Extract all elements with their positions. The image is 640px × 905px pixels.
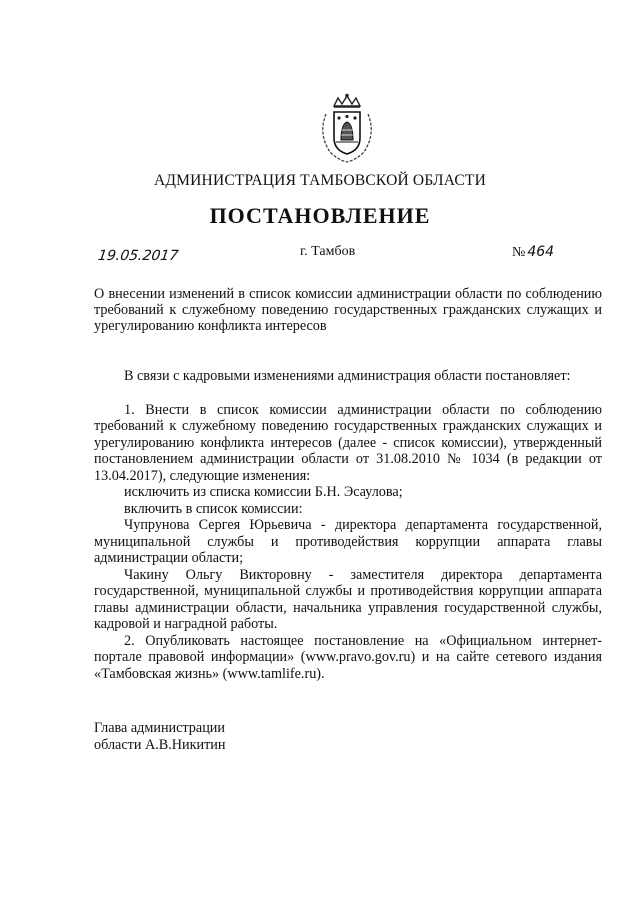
document-type-title: ПОСТАНОВЛЕНИЕ — [209, 203, 431, 228]
include-paragraph: включить в список комиссии: — [124, 500, 303, 517]
tambov-coat-of-arms-icon — [312, 92, 382, 164]
signature-name: области А.В.Никитин — [94, 736, 226, 753]
item-2-paragraph: 2. Опубликовать настоящее постановление на «Официальном интернет-портале правовой информации» (www.pravo.gov.ru) и на сайте сетевого издания «Тамбовская жизнь» (www.tamlife.ru). — [94, 632, 602, 682]
exclude-paragraph: исключить из списка комиссии Б.Н. Эсаулова; — [124, 484, 403, 500]
member-2-paragraph: Чакину Ольгу Викторовну - заместителя директора департамента государственной, муниципальной службы и противодействия коррупции аппарата главы администрации области, начальника управления государственной службы, кадровой и наградной работы. — [94, 566, 602, 632]
item-1-paragraph: 1. Внести в список комиссии администрации области по соблюдению требований к служебному поведению государственных гражданских служащих и урегулированию конфликта интересов (далее - список комиссии), утвержденный постановлением администрации области от 31.08.2010 № 1034 (в редакции от 13.04.2017), следующие изменения: — [94, 401, 602, 484]
signature-title: Глава администрации — [94, 720, 225, 736]
signature-block — [94, 720, 225, 753]
document-subject: О внесении изменений в список комиссии администрации области по соблюдению требований к служебному поведению государственных гражданских служащих и урегулированию конфликта интересов — [94, 286, 602, 334]
document-number — [512, 244, 554, 261]
number-prefix: № — [512, 245, 526, 260]
preamble-paragraph: В связи с кадровыми изменениями администрация области постановляет: — [124, 368, 571, 384]
document-city: г. Тамбов — [300, 244, 356, 259]
member-1-paragraph: Чупрунова Сергея Юрьевича - директора департамента государственной, муниципальной службы и противодействия коррупции аппарата главы администрации области; — [94, 517, 602, 566]
organization-name: АДМИНИСТРАЦИЯ ТАМБОВСКОЙ ОБЛАСТИ — [154, 172, 486, 189]
document-body — [94, 368, 602, 682]
number-value: 464 — [527, 244, 555, 260]
document-date: 19.05.2017 — [96, 248, 180, 264]
